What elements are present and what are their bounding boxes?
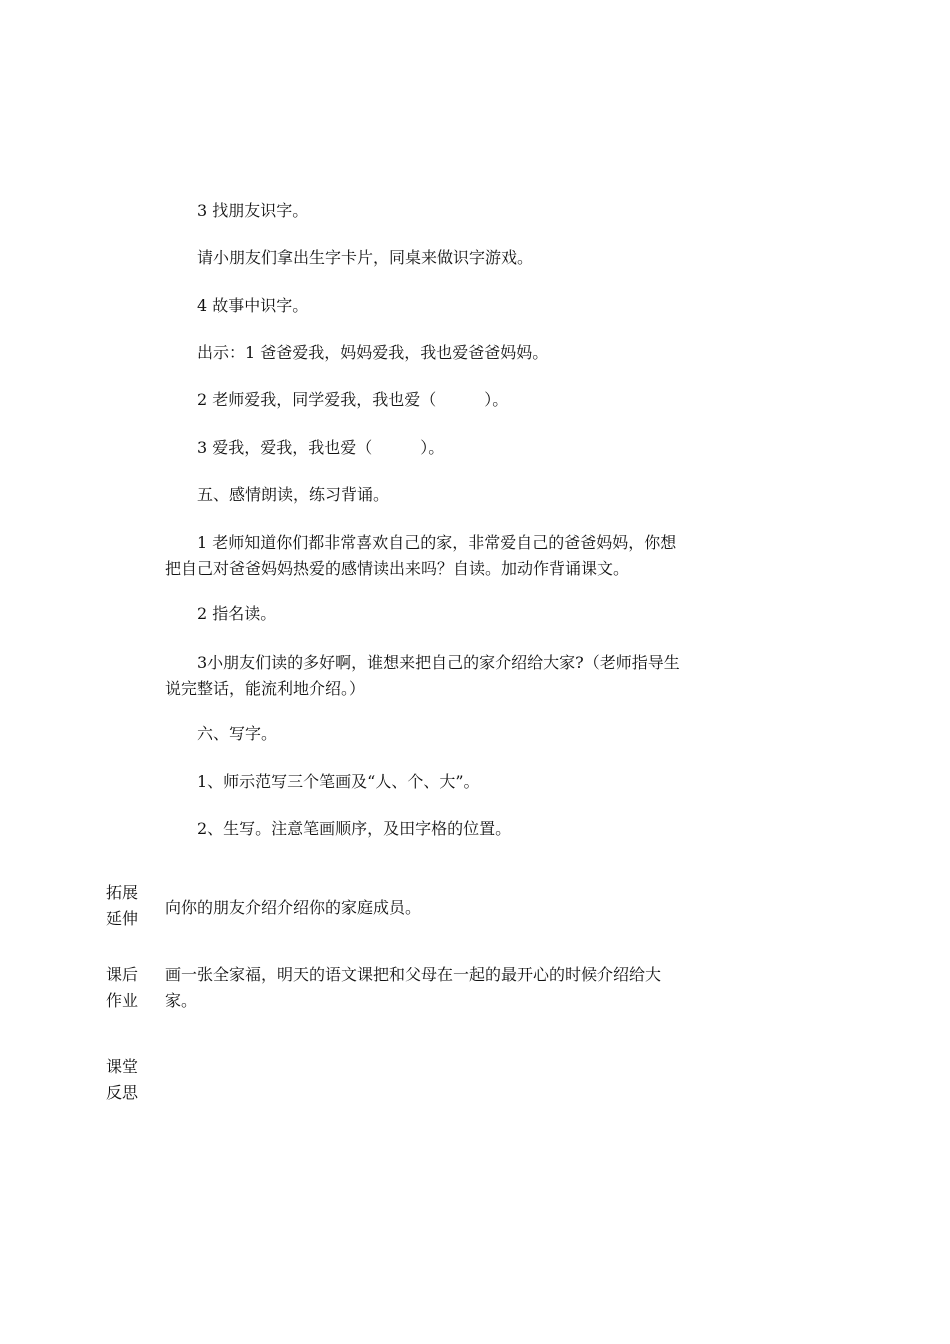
display-line-1: 出示：1 爸爸爱我，妈妈爱我，我也爱爸爸妈妈。 [197, 343, 549, 362]
writing-step-2: 2、生写。注意笔画顺序，及田字格的位置。 [197, 819, 512, 838]
step-3-heading: 3 找朋友识字。 [197, 201, 309, 220]
writing-step-1: 1、师示范写三个笔画及“人、个、大”。 [197, 772, 480, 791]
reflection-label-line-2: 反思 [106, 1083, 139, 1102]
reading-paragraph-3-line-1: 3小朋友们读的多好啊，谁想来把自己的家介绍给大家?（老师指导生 [197, 653, 680, 672]
section-5-heading: 五、感情朗读，练习背诵。 [197, 485, 390, 504]
extension-label [106, 880, 146, 932]
step-3-instruction: 请小朋友们拿出生字卡片，同桌来做识字游戏。 [197, 248, 534, 267]
homework-label-line-2: 作业 [106, 991, 139, 1010]
reading-paragraph-2: 2 指名读。 [197, 604, 277, 623]
reading-paragraph-1-line-1: 1 老师知道你们都非常喜欢自己的家，非常爱自己的爸爸妈妈，你想 [197, 533, 677, 552]
homework-text [165, 962, 661, 1014]
reading-paragraph-3-line-2: 说完整话，能流利地介绍。） [165, 679, 366, 698]
reading-paragraph-1-line-2: 把自己对爸爸妈妈热爱的感情读出来吗？自读。加动作背诵课文。 [165, 559, 630, 578]
step-4-heading: 4 故事中识字。 [197, 296, 309, 315]
reflection-label [106, 1054, 146, 1106]
reflection-label-line-1: 课堂 [106, 1057, 139, 1076]
section-6-heading: 六、写字。 [197, 724, 278, 743]
homework-label [106, 962, 146, 1014]
homework-text-line-2: 家。 [165, 991, 198, 1010]
extension-label-line-1: 拓展 [106, 883, 139, 902]
homework-text-line-1: 画一张全家福，明天的语文课把和父母在一起的最开心的时候介绍给大 [165, 965, 662, 984]
display-line-2: 2 老师爱我，同学爱我，我也爱（ ）。 [197, 390, 509, 409]
homework-label-line-1: 课后 [106, 965, 139, 984]
display-line-3: 3 爱我，爱我，我也爱（ ）。 [197, 438, 445, 457]
extension-text: 向你的朋友介绍介绍你的家庭成员。 [165, 898, 422, 917]
extension-label-line-2: 延伸 [106, 909, 139, 928]
